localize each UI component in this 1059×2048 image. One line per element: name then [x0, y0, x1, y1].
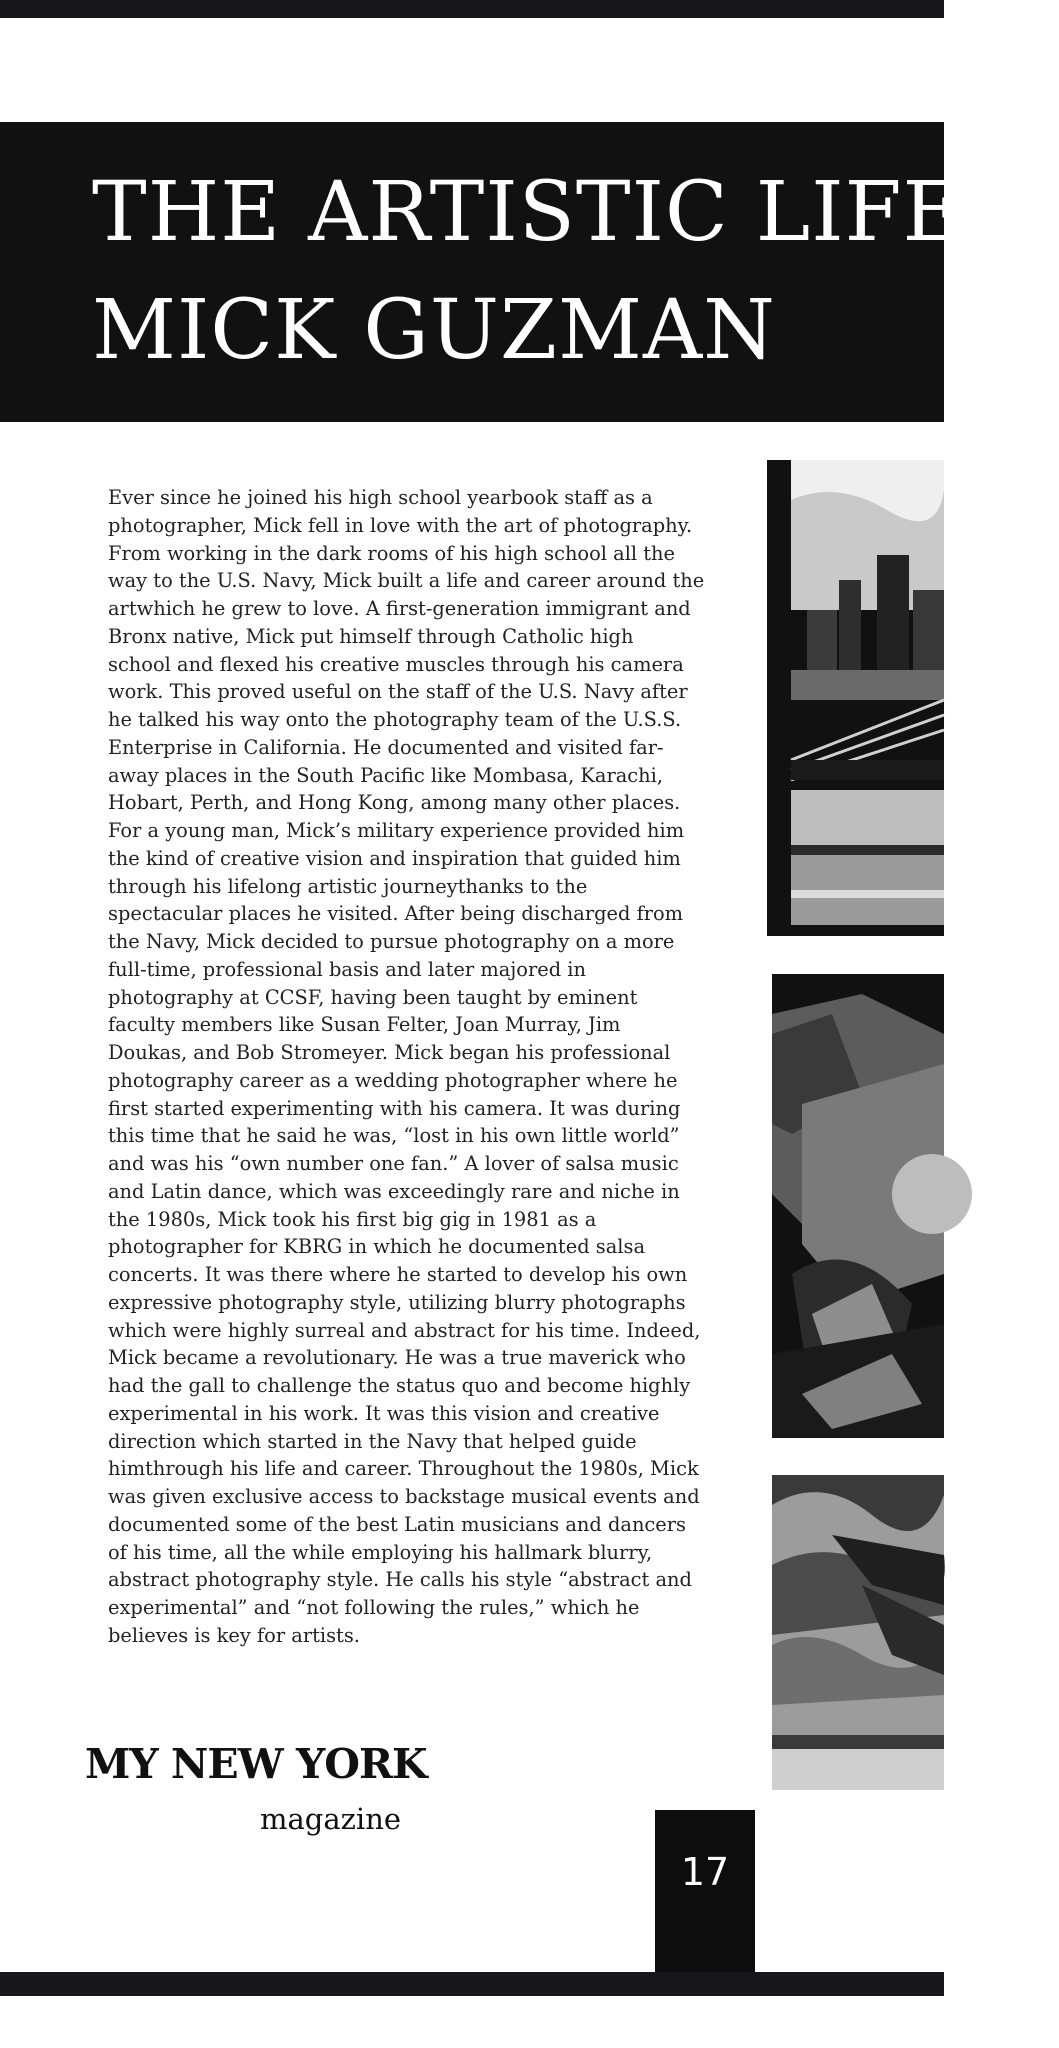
aircraft-carrier-photo: [772, 1475, 944, 1790]
top-dark-bar: [0, 0, 944, 18]
magazine-brand-sub: magazine: [260, 1802, 402, 1836]
city-skyline-bridge-photo: [767, 460, 944, 936]
title-line-2: MICK GUZMAN: [92, 283, 776, 378]
title-line-1: THE ARTISTIC LIFE O: [92, 165, 1059, 260]
bottom-dark-bar: [0, 1972, 944, 1996]
title-band: [0, 122, 1059, 422]
article-body: Ever since he joined his high school yearbook staff as a photographer, Mick fell in love with the art of photography. From working in the dark rooms of his high school all the way to the U.S. Navy, Mick built a life and career around the artwhich he grew to love. A first-generation immigrant and Bronx native, Mick put himself through Catholic high school and flexed his creative muscles through his camera work. This proved useful on the staff of the U.S. Navy after he talked his way onto the photography team of the U.S.S. Enterprise in California. He documented and visited far- away places in the South Pacific like Mombasa, Karachi, Hobart, Perth, and Hong Kong, among many other places. For a young man, Mick’s military experience provided him the kind of creative vision and inspiration that guided him through his lifelong artistic journeythanks to the spectacular places he visited. After being discharged from the Navy, Mick decided to pursue photography on a more full-time, professional basis and later majored in photography at CCSF, having been taught by eminent faculty members like Susan Felter, Joan Murray, Jim Doukas, and Bob Stromeyer. Mick began his professional photography career as a wedding photographer where he first started experimenting with his camera. It was during this time that he said he was, “lost in his own little world” and was his “own number one fan.” A lover of salsa music and Latin dance, which was exceedingly rare and niche in the 1980s, Mick took his first big gig in 1981 as a photographer for KBRG in which he documented salsa concerts. It was there where he started to develop his own expressive photography style, utilizing blurry photographs which were highly surreal and abstract for his time. Indeed, Mick became a revolutionary. He was a true maverick who had the gall to challenge the status quo and become highly experimental in his work. It was this vision and creative direction which started in the Navy that helped guide himthrough his life and career. Throughout the 1980s, Mick was given exclusive access to backstage musical events and documented some of the best Latin musicians and dancers of his time, all the while employing his hallmark blurry, abstract photography style. He calls his style “abstract and experimental” and “not following the rules,” which he believes is key for artists.: [108, 486, 705, 1647]
page-number-box: [655, 1810, 755, 1972]
page-title: [92, 154, 1059, 390]
page-number: 17: [680, 1850, 730, 1894]
magazine-brand: MY NEW YORK: [85, 1740, 427, 1788]
abstract-dancer-photo: [772, 974, 944, 1438]
